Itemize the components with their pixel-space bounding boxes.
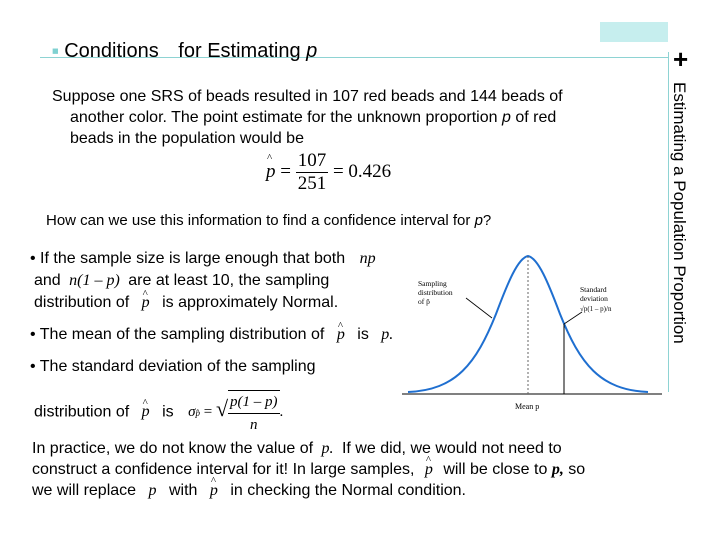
bullet-2-p-hat: ^ p bbox=[337, 324, 345, 346]
practice-3a: we will replace bbox=[32, 482, 137, 499]
question-end: ? bbox=[482, 212, 492, 229]
label-sampling-2: distribution bbox=[418, 288, 453, 297]
sqrt-sign: √ bbox=[215, 396, 229, 422]
bullet-2-var: p. bbox=[381, 326, 394, 343]
bullet-1-and: and bbox=[34, 272, 61, 289]
bullet-1-text-3: is approximately Normal. bbox=[162, 294, 339, 311]
label-sampling-1: Sampling bbox=[418, 279, 447, 288]
bullet-1 bbox=[30, 248, 393, 314]
bullet-1-p-hat: ^ p bbox=[142, 292, 150, 314]
label-mean: Mean p bbox=[515, 402, 540, 411]
title-prefix: Conditions bbox=[64, 40, 159, 62]
intro-line-2-var: p bbox=[501, 109, 511, 126]
bullet-3-line-2 bbox=[30, 390, 393, 436]
practice-paragraph bbox=[32, 438, 585, 501]
title-var: p bbox=[306, 40, 318, 62]
practice-3b: with bbox=[168, 482, 198, 499]
point-estimate-formula bbox=[266, 150, 391, 195]
bullet-1-line-2 bbox=[30, 270, 393, 292]
header-accent-bar bbox=[600, 22, 668, 42]
bullet-3-p-hat: ^ p bbox=[142, 401, 150, 423]
estimate-result: = 0.426 bbox=[332, 160, 392, 182]
bullet-3-dist-of: distribution of bbox=[34, 403, 130, 421]
p-hat-symbol: ^ p bbox=[266, 161, 276, 183]
bullet-1-np: np bbox=[359, 250, 376, 267]
sigma-subscript: p̂ bbox=[195, 408, 200, 419]
equals-sign: = bbox=[280, 160, 291, 182]
bullet-1-text-2: are at least 10, the sampling bbox=[128, 272, 330, 289]
plus-mark: + bbox=[673, 44, 689, 74]
bullet-1-text-1: If the sample size is large enough that both bbox=[40, 250, 346, 267]
intro-paragraph bbox=[52, 86, 563, 149]
sampling-distribution-figure bbox=[396, 244, 668, 416]
practice-line-2 bbox=[32, 459, 585, 480]
side-title: Estimating a Population Proportion bbox=[670, 82, 689, 344]
slide-title bbox=[52, 40, 317, 63]
intro-line-3: beads in the population would be bbox=[70, 130, 304, 147]
question-var: p bbox=[474, 212, 483, 229]
title-bullet: ■ bbox=[52, 45, 59, 58]
practice-1-var: p. bbox=[321, 440, 334, 457]
bullet-1-line-3 bbox=[30, 292, 393, 314]
practice-2a: construct a confidence interval for it! In large samples, bbox=[32, 461, 415, 478]
sd-denominator: n bbox=[250, 417, 258, 433]
practice-2c: so bbox=[568, 461, 586, 478]
estimate-numerator: 107 bbox=[297, 150, 327, 171]
practice-2-var: p, bbox=[551, 461, 564, 478]
estimate-fraction bbox=[296, 150, 329, 195]
estimate-denominator: 251 bbox=[297, 173, 327, 194]
practice-3-p-hat: ^ p bbox=[210, 480, 218, 501]
bullet-1-line-1: • If the sample size is large enough that both np bbox=[30, 250, 376, 267]
label-sd-2: deviation bbox=[580, 294, 608, 303]
bullet-3 bbox=[30, 356, 393, 436]
sd-numerator: p(1 – p) bbox=[228, 391, 280, 414]
sigma-symbol: σ bbox=[188, 404, 196, 421]
intro-line-2b: of red bbox=[510, 109, 557, 126]
bullet-list bbox=[30, 248, 393, 436]
bullet-2-is: is bbox=[357, 326, 369, 343]
bullet-3-text: The standard deviation of the sampling bbox=[39, 358, 316, 375]
practice-2b: will be close to bbox=[443, 461, 548, 478]
bullet-2-text: The mean of the sampling distribution of bbox=[39, 326, 325, 343]
practice-1b: If we did, we would not need to bbox=[341, 440, 562, 457]
practice-2-p-hat: ^ p bbox=[425, 459, 433, 480]
question-text: How can we use this information to find a confidence interval for bbox=[46, 212, 475, 229]
bullet-2: • The mean of the sampling distribution of ^ p is p. bbox=[30, 324, 393, 346]
practice-line-3 bbox=[32, 480, 585, 501]
bullet-1-expr: n(1 – p) bbox=[69, 272, 120, 289]
practice-3c: in checking the Normal condition. bbox=[230, 482, 466, 499]
practice-line-1 bbox=[32, 438, 585, 459]
bullet-1-dist-of: distribution of bbox=[34, 294, 130, 311]
intro-line-1: Suppose one SRS of beads resulted in 107 red beads and 144 beads of bbox=[52, 88, 563, 105]
sd-fraction bbox=[228, 390, 280, 436]
bullet-3-line-1: • The standard deviation of the sampling bbox=[30, 358, 316, 375]
label-sd-formula: √p(1 – p)/n bbox=[580, 305, 612, 313]
title-suffix: for Estimating bbox=[178, 40, 301, 62]
bullet-3-is: is bbox=[162, 403, 174, 421]
label-sd-1: Standard bbox=[580, 285, 607, 294]
sd-formula: σp̂ = √ $\frac{p(1 - p)}{n}$ . bbox=[188, 404, 283, 420]
practice-3-var: p bbox=[148, 482, 157, 499]
label-sampling-3: of p̂ bbox=[418, 297, 430, 306]
practice-1a: In practice, we do not know the value of bbox=[32, 440, 314, 457]
intro-line-2 bbox=[52, 107, 563, 128]
intro-line-2a: another color. The point estimate for the unknown proportion bbox=[70, 109, 502, 126]
question-line bbox=[46, 212, 491, 229]
